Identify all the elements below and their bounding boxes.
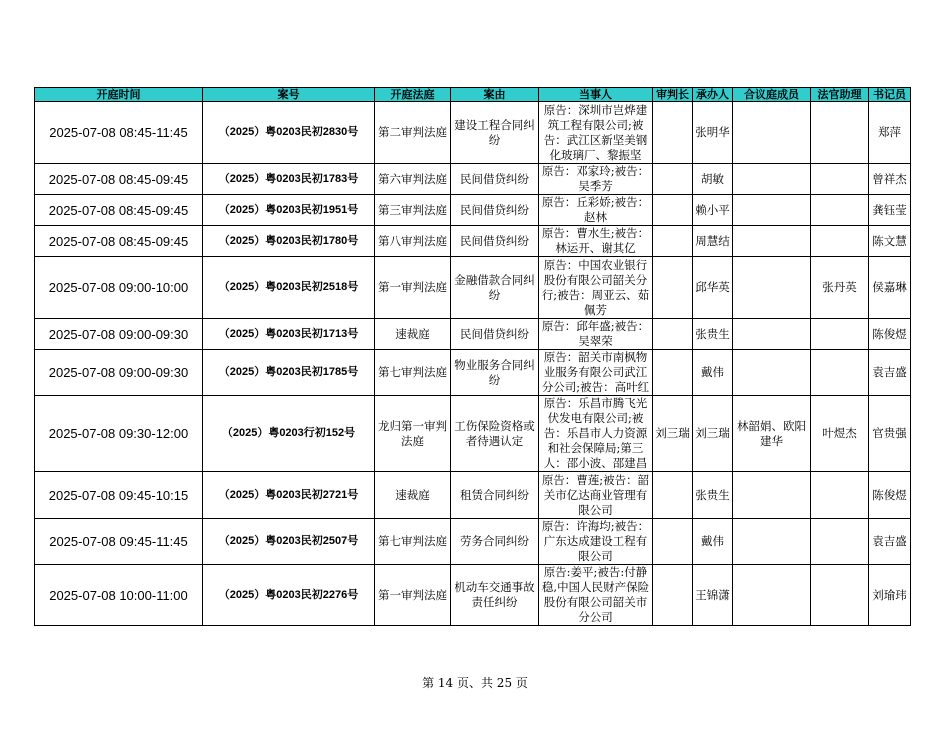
courtroom-cell: 速裁庭 xyxy=(375,319,451,350)
cause-of-action-cell: 民间借贷纠纷 xyxy=(451,319,539,350)
handling-judge-cell: 张贵生 xyxy=(693,319,733,350)
handling-judge-cell: 邱华英 xyxy=(693,257,733,319)
hearing-time-cell: 2025-07-08 09:30-12:00 xyxy=(35,396,203,472)
header-hearing-time: 开庭时间 xyxy=(35,88,203,102)
judge-assistant-cell xyxy=(811,195,869,226)
parties-cell: 原告：邓家玲;被告：吴季芳 xyxy=(539,164,653,195)
case-number-cell: （2025）粤0203民初1785号 xyxy=(203,350,375,396)
case-number-cell: （2025）粤0203民初1951号 xyxy=(203,195,375,226)
presiding-judge-cell xyxy=(653,565,693,626)
cause-of-action-cell: 建设工程合同纠纷 xyxy=(451,102,539,164)
hearing-time-cell: 2025-07-08 09:45-11:45 xyxy=(35,519,203,565)
case-number-cell: （2025）粤0203民初1780号 xyxy=(203,226,375,257)
table-row xyxy=(35,257,911,319)
presiding-judge-cell xyxy=(653,226,693,257)
parties-cell: 原告：乐昌市腾飞光伏发电有限公司;被告：乐昌市人力资源和社会保障局;第三人：邵小波、邵建昌 xyxy=(539,396,653,472)
cause-of-action-cell: 机动车交通事故责任纠纷 xyxy=(451,565,539,626)
judge-assistant-cell xyxy=(811,319,869,350)
clerk-cell: 陈文慧 xyxy=(869,226,911,257)
parties-cell: 原告：深圳市岂烨建筑工程有限公司;被告：武江区新坚美钢化玻璃厂、黎振坚 xyxy=(539,102,653,164)
table-row xyxy=(35,472,911,519)
presiding-judge-cell xyxy=(653,164,693,195)
courtroom-cell: 第一审判法庭 xyxy=(375,257,451,319)
courtroom-cell: 第七审判法庭 xyxy=(375,519,451,565)
courtroom-cell: 第七审判法庭 xyxy=(375,350,451,396)
cause-of-action-cell: 劳务合同纠纷 xyxy=(451,519,539,565)
clerk-cell: 郑萍 xyxy=(869,102,911,164)
table-row xyxy=(35,519,911,565)
hearing-time-cell: 2025-07-08 08:45-09:45 xyxy=(35,226,203,257)
clerk-cell: 龚钰莹 xyxy=(869,195,911,226)
panel-members-cell xyxy=(733,565,811,626)
handling-judge-cell: 戴伟 xyxy=(693,350,733,396)
table-row xyxy=(35,350,911,396)
header-courtroom: 开庭法庭 xyxy=(375,88,451,102)
courtroom-cell: 龙归第一审判法庭 xyxy=(375,396,451,472)
header-clerk: 书记员 xyxy=(869,88,911,102)
handling-judge-cell: 刘三瑞 xyxy=(693,396,733,472)
presiding-judge-cell xyxy=(653,319,693,350)
case-number-cell: （2025）粤0203民初2830号 xyxy=(203,102,375,164)
case-number-cell: （2025）粤0203民初1783号 xyxy=(203,164,375,195)
courtroom-cell: 第六审判法庭 xyxy=(375,164,451,195)
case-number-cell: （2025）粤0203民初2721号 xyxy=(203,472,375,519)
parties-cell: 原告：许海均;被告：广东达成建设工程有限公司 xyxy=(539,519,653,565)
table-row xyxy=(35,565,911,626)
handling-judge-cell: 戴伟 xyxy=(693,519,733,565)
presiding-judge-cell xyxy=(653,195,693,226)
presiding-judge-cell xyxy=(653,519,693,565)
header-panel-members: 合议庭成员 xyxy=(733,88,811,102)
header-handling-judge: 承办人 xyxy=(693,88,733,102)
header-judge-assistant: 法官助理 xyxy=(811,88,869,102)
handling-judge-cell: 周慧结 xyxy=(693,226,733,257)
handling-judge-cell: 赖小平 xyxy=(693,195,733,226)
table-row xyxy=(35,319,911,350)
courtroom-cell: 速裁庭 xyxy=(375,472,451,519)
handling-judge-cell: 胡敏 xyxy=(693,164,733,195)
clerk-cell: 陈俊煜 xyxy=(869,319,911,350)
header-presiding-judge: 审判长 xyxy=(653,88,693,102)
table-row xyxy=(35,396,911,472)
judge-assistant-cell xyxy=(811,565,869,626)
hearing-time-cell: 2025-07-08 08:45-09:45 xyxy=(35,164,203,195)
panel-members-cell xyxy=(733,102,811,164)
courtroom-cell: 第八审判法庭 xyxy=(375,226,451,257)
courtroom-cell: 第三审判法庭 xyxy=(375,195,451,226)
cause-of-action-cell: 租赁合同纠纷 xyxy=(451,472,539,519)
presiding-judge-cell xyxy=(653,472,693,519)
clerk-cell: 曾祥杰 xyxy=(869,164,911,195)
hearing-time-cell: 2025-07-08 08:45-11:45 xyxy=(35,102,203,164)
judge-assistant-cell xyxy=(811,519,869,565)
presiding-judge-cell: 刘三瑞 xyxy=(653,396,693,472)
parties-cell: 原告:姜平;被告:付静稳,中国人民财产保险股份有限公司韶关市分公司 xyxy=(539,565,653,626)
parties-cell: 原告：韶关市南枫物业服务有限公司武江分公司;被告：高叶红 xyxy=(539,350,653,396)
panel-members-cell: 林韶娟、欧阳建华 xyxy=(733,396,811,472)
clerk-cell: 刘瑜玮 xyxy=(869,565,911,626)
panel-members-cell xyxy=(733,195,811,226)
panel-members-cell xyxy=(733,350,811,396)
cause-of-action-cell: 民间借贷纠纷 xyxy=(451,195,539,226)
cause-of-action-cell: 金融借款合同纠纷 xyxy=(451,257,539,319)
panel-members-cell xyxy=(733,164,811,195)
cause-of-action-cell: 物业服务合同纠纷 xyxy=(451,350,539,396)
hearing-time-cell: 2025-07-08 09:45-10:15 xyxy=(35,472,203,519)
header-case-number: 案号 xyxy=(203,88,375,102)
case-number-cell: （2025）粤0203民初2507号 xyxy=(203,519,375,565)
hearing-time-cell: 2025-07-08 08:45-09:45 xyxy=(35,195,203,226)
handling-judge-cell: 张明华 xyxy=(693,102,733,164)
judge-assistant-cell: 叶煜杰 xyxy=(811,396,869,472)
judge-assistant-cell xyxy=(811,164,869,195)
hearing-schedule-table xyxy=(34,87,911,626)
cause-of-action-cell: 民间借贷纠纷 xyxy=(451,226,539,257)
page-number: 第 14 页、共 25 页 xyxy=(422,676,528,690)
panel-members-cell xyxy=(733,472,811,519)
table-header-row xyxy=(35,88,911,102)
clerk-cell: 侯嘉琳 xyxy=(869,257,911,319)
case-number-cell: （2025）粤0203民初2518号 xyxy=(203,257,375,319)
cause-of-action-cell: 工伤保险资格或者待遇认定 xyxy=(451,396,539,472)
case-number-cell: （2025）粤0203行初152号 xyxy=(203,396,375,472)
judge-assistant-cell xyxy=(811,350,869,396)
presiding-judge-cell xyxy=(653,257,693,319)
panel-members-cell xyxy=(733,257,811,319)
clerk-cell: 袁吉盛 xyxy=(869,519,911,565)
hearing-time-cell: 2025-07-08 09:00-10:00 xyxy=(35,257,203,319)
judge-assistant-cell: 张丹英 xyxy=(811,257,869,319)
parties-cell: 原告：丘彩娇;被告：赵林 xyxy=(539,195,653,226)
clerk-cell: 陈俊煜 xyxy=(869,472,911,519)
presiding-judge-cell xyxy=(653,350,693,396)
table-row xyxy=(35,195,911,226)
clerk-cell: 袁吉盛 xyxy=(869,350,911,396)
panel-members-cell xyxy=(733,319,811,350)
judge-assistant-cell xyxy=(811,102,869,164)
cause-of-action-cell: 民间借贷纠纷 xyxy=(451,164,539,195)
courtroom-cell: 第二审判法庭 xyxy=(375,102,451,164)
presiding-judge-cell xyxy=(653,102,693,164)
judge-assistant-cell xyxy=(811,226,869,257)
table-row xyxy=(35,102,911,164)
courtroom-cell: 第一审判法庭 xyxy=(375,565,451,626)
table-row xyxy=(35,164,911,195)
handling-judge-cell: 张贵生 xyxy=(693,472,733,519)
clerk-cell: 官贵强 xyxy=(869,396,911,472)
header-parties: 当事人 xyxy=(539,88,653,102)
parties-cell: 原告：曹水生;被告：林运开、谢其亿 xyxy=(539,226,653,257)
header-cause-of-action: 案由 xyxy=(451,88,539,102)
panel-members-cell xyxy=(733,226,811,257)
handling-judge-cell: 王锦潇 xyxy=(693,565,733,626)
hearing-time-cell: 2025-07-08 09:00-09:30 xyxy=(35,319,203,350)
case-number-cell: （2025）粤0203民初2276号 xyxy=(203,565,375,626)
parties-cell: 原告：邱年盛;被告：吴翠荣 xyxy=(539,319,653,350)
table-row xyxy=(35,226,911,257)
judge-assistant-cell xyxy=(811,472,869,519)
hearing-time-cell: 2025-07-08 10:00-11:00 xyxy=(35,565,203,626)
panel-members-cell xyxy=(733,519,811,565)
case-number-cell: （2025）粤0203民初1713号 xyxy=(203,319,375,350)
parties-cell: 原告：曹莲;被告：韶关市亿达商业管理有限公司 xyxy=(539,472,653,519)
parties-cell: 原告：中国农业银行股份有限公司韶关分行;被告：周亚云、茹佩芳 xyxy=(539,257,653,319)
hearing-time-cell: 2025-07-08 09:00-09:30 xyxy=(35,350,203,396)
